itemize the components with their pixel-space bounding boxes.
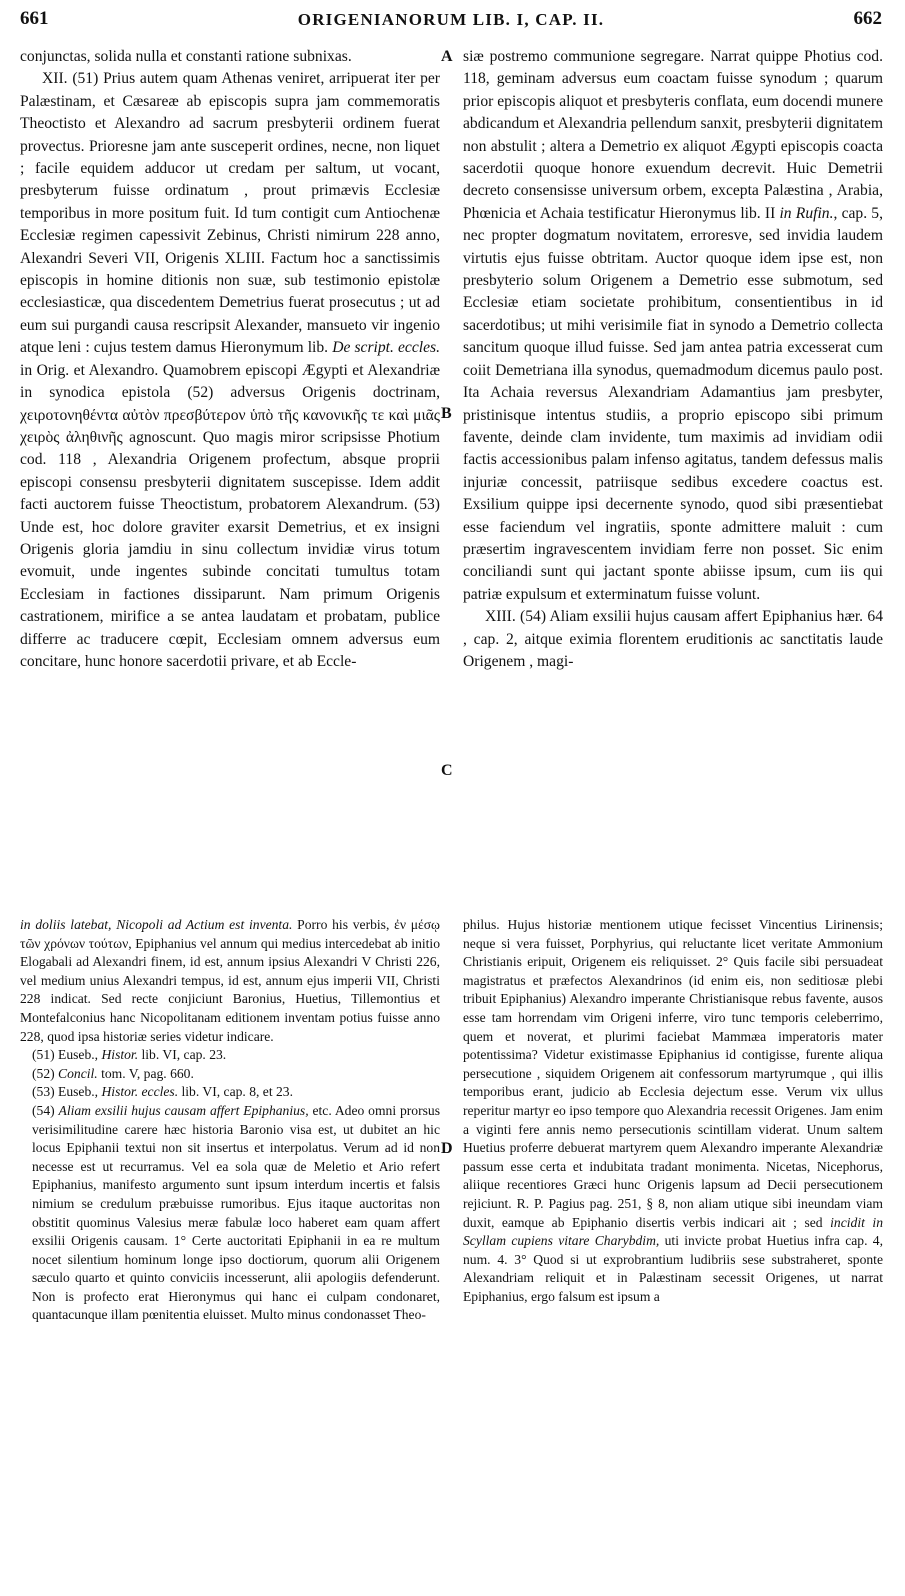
footnote-continued [20, 916, 440, 1046]
footnote-54 [20, 1102, 440, 1325]
text-run: Porro his verbis, ἐν μέσῳ τῶν χρόνων τούτων, Epiphanius vel annum qui medius intercedebat ab initio Elogabali ad Alexandri finem, id est, annum ipsius Alexandri V Christi 226, vel medium unius Alexandri tempus, id est, annum ejus imperii VII, Christi 228 indicat. Sed recte conjiciunt Baronius, Huetius, Tillemontius et Montefalconius hanc Nicopolitanam editionem inventam potius fuisse anno 228, quod ipsa historiæ series videtur indicare. [20, 917, 440, 1044]
text-run: philus. Hujus historiæ mentionem utique fecisset Vincentius Lirinensis; neque si vera fuisset, Porphyrius, qui reluctante licet veritate Ammonium Christianis eripuit, Origenem eis reliquisset. 2° Quis facile sibi persuadeat magistratus et præfectos Alexandrinos (id enim eis, non seditiosæ plebi tribuit Epiphanius) Alexandro imperante Christianisque rebus favente, ausos esse tam horrendam vim Origeni inferre, viro tunc temporis celeberrimo, quem et noverat, et plurimi faciebat Mammæa imperatoris mater potentissima? Videtur existimasse Epiphanius id contigisse, furente aliqua persecutione , siquidem Origenem ait confessorum martyrumque , qui illis temporibus erant, judicio ab Ecclesia dejectum esse. Verum vix ullus reperitur martyr eo ipso tempore quo Alexandria recessit Origenes. Jam enim a viginti fere annis nemo persecutionis scintillam viderat. Unum saltem Huetius proferre debuerat martyrem quem Alexandro imperante Alexandriæ passum esse certa et indubitata tradant monimenta. Nicetas, Nicephorus, aliique recentiores Græci hunc Origenis lapsum ad Decii persecutionem rejiciunt. R. P. Pagius pag. 251, § 8, non aliam utique sibi ineundam viam duxit, eamque ab Epiphanio disertis verbis indicari ait ; sed [463, 917, 883, 1230]
text-run: uti invicte probat Huetius infra cap. 4, num. 4. 3° Quod si ut exprobrantium ludibriis sese substraheret, sponte Alexandriam reliquit et in Palæstinam secessit Origenes, ut narrat Epiphanius, ergo falsum est ipsum a [463, 1233, 884, 1304]
footnote-54-continued [463, 916, 883, 1306]
footnotes-left [20, 916, 440, 1325]
page-header [20, 8, 882, 36]
margin-marker-d: D [441, 1140, 453, 1157]
running-title: ORIGENIANORUM LIB. I, CAP. II. [297, 10, 605, 29]
text-run: siæ postremo communione segregare. Narrat quippe Photius cod. 118, geminam adversus eum coactam fuisse synodum ; quarum prior episcopis aliquot et presbyteris conflata, eum docendi munere abdicandum et Alexandria pellendum sanxit, presbyterii dignitatem non abstulit ; altera a Demetrio ex aliquot Ægypti episcopis coacta sacerdotii quoque honore exuendum decrevit. Huic Demetrii decreto consensisse universum orbem, excepta Palæstina , Arabia, Phœnicia et Achaia testificatur Hieronymus lib. II [463, 48, 883, 222]
main-column-right [463, 46, 883, 673]
italic-run: Histor. eccles. [101, 1084, 179, 1100]
italic-run: in Rufin. [779, 204, 834, 222]
text-run: (53) Euseb., [32, 1084, 102, 1100]
text-run: tom. V, pag. 660. [97, 1065, 194, 1081]
page-number-right: 662 [853, 8, 882, 29]
footnotes-right [463, 916, 883, 1306]
margin-marker-b: B [441, 405, 452, 422]
paragraph-xii [20, 68, 440, 673]
text-run: (51) Euseb., [32, 1047, 102, 1063]
paragraph-continued: conjunctas, solida nulla et constanti ratione subnixas. [20, 48, 352, 65]
italic-run: incidit in Scyllam cupiens vitare Charybdim, [463, 1214, 883, 1249]
paragraph-continued-right [463, 46, 883, 606]
footnote-52 [20, 1065, 440, 1084]
text-run: lib. VI, cap. 8, et 23. [178, 1084, 294, 1100]
text-run: etc. Adeo omni prorsus verisimilitudine carere hæc historia Baronio visa est, ut dubitet an hic locus Epiphanii textui non sit insertus et interpolatus. Verum ad id non necesse est ut recurramus. Vel ea sola quæ de Meletio et Ario refert Epiphanius, manifesto argumento sunt ipsum interdum incertis et falsis nimium se credulum præbuisse rumoribus. Ejus itaque auctoritas non obstitit quominus Valesius meræ fabulæ loco haberet eam quam affert exsilii Origenis causam. 1° Certe auctoritati Epiphanii in ea re multum nocet silentium hominum longe ipso doctiorum, quorum alii Origenem sæculo quarto et quinto conviciis incesserunt, alii apologiis defenderunt. Non is profecto erat Hieronymus qui hanc ei culpam condonaret, quantacunque illam pœnitentia eluisset. Multo minus condonasset Theo- [32, 1102, 441, 1323]
paragraph-xiii: XIII. (54) Aliam exsilii hujus causam affert Epiphanius hær. 64 , cap. 2, aitque eximia florentem eruditionis ac sanctitatis laude Origenem , magi- [463, 608, 883, 670]
footnote-51 [20, 1046, 440, 1065]
text-run: (54) [32, 1102, 59, 1118]
text-run: lib. VI, cap. 23. [138, 1047, 227, 1063]
text-run: XII. (51) Prius autem quam Athenas veniret, arripuerat iter per Palæstinam, et Cæsareæ ab episcopis supra jam commemoratis Theoctisto et Alexandro ad sacrum presbyterii ordinem fuerat provectus. Prioresne jam ante susceperit ordines, necne, non liquet ; facile equidem adducor ut credam per saltum, ut vocant, presbyterum fuisse ordinatum , prout primævis Ecclesiæ temporibus in more positum fuit. Id tum contigit cum Antiochenæ Ecclesiæ regimen capessivit Zebinus, Christi nimirum 228 anno, Alexandri Severi VII, Origenis XLIII. Factum hoc a sanctissimis episcopis in homine ditionis non suæ, sub testimonio epistolæ ecclesiasticæ, qua discedentem Demetrius fuerat prosecutus ; ut ad eum sui purgandi causa rescripsit Alexander, mansueto vir ingenio atque leni : cujus testem damus Hieronymum lib. [20, 70, 440, 357]
footnote-53 [20, 1083, 440, 1102]
page-number-left: 661 [20, 8, 49, 29]
italic-run: De script. eccles. [332, 339, 440, 357]
margin-marker-a: A [441, 48, 453, 65]
main-column-left [20, 46, 440, 673]
italic-run: Histor. [101, 1047, 139, 1063]
italic-run: in doliis latebat, Nicopoli ad Actium est inventa. [20, 917, 293, 932]
italic-run: Concil. [58, 1065, 98, 1081]
text-run: , cap. 5, nec propter dogmatum novitatem, erroresve, sed invidia laudem virtutis ejus fuisse obtritam. Auctor quoque idem ipse est, non presbyterio solum Origenem a Demetrio esse submotum, sed Ecclesiæ etiam societate prohibitum, consentientibus in id sacerdotibus; ut mihi verisimile fiat in synodo a Demetrio collecta sancitum quoque illud fuisse. Sed jam antea patria excesserat cum coiit Demetriana illa synodus, quemadmodum dicemus paulo post. Ita Achaia reversus Alexandriam Adamantius jam presbyter, pristinisque intentus studiis, a proprio episcopo sibi primum favente, deinde clam invidente, tum maximis ad invidiam odii factis accessionibus palam infenso agitatus, tandem defessus malis injuriæ concessit, patriisque sedibus excedere coactus est. Exsilium quippe ipsi decernente synodo, quod sibi præsentiebat esse faciendum vel ingratiis, sponte admittere maluit : cum præsertim ingravescentem invidiam ferre non posset. Sic enim conciliandi sunt qui jactant sponte abiisse ipsum, cum iis qui patriæ expulsum et exterminatum fuisse volunt. [463, 204, 884, 603]
margin-marker-c: C [441, 762, 453, 779]
text-run: in Orig. et Alexandro. Quamobrem episcopi Ægypti et Alexandriæ in synodica epistola (52) adversus Origenis doctrinam, χειροτονηθέντα αὐτὸν πρεσβύτερον ὑπὸ τῆς κανονικῆς τε καὶ μιᾶς χειρὸς ἀληθινῆς agnoscunt. Quo magis miror scripsisse Photium cod. 118 , Alexandria Origenem profectum, absque proprii episcopi consensu presbyterii dignitatem suscepisse. Idem addit facti auctorem fuisse Theoctistum, probatorem Alexandrum. (53) Unde est, hoc dolore graviter exarsit Demetrius, et ex insigni Origenis gloria jamdiu in sinu collectum invidiæ virus totum evomuit, unde ingentes subinde concitati tumultus totam Ecclesiam in factiones dissiparunt. Nam primum Origenis castrationem, mirifice a se antea laudatam et probatam, publice differre ac traducere cœpit, Ecclesiam omnem adversus eum concitare, hunc honore sacerdotii privare, et ab Eccle- [20, 361, 440, 670]
italic-run: Aliam exsilii hujus causam affert Epiphanius, [58, 1102, 309, 1118]
text-run: (52) [32, 1065, 59, 1081]
